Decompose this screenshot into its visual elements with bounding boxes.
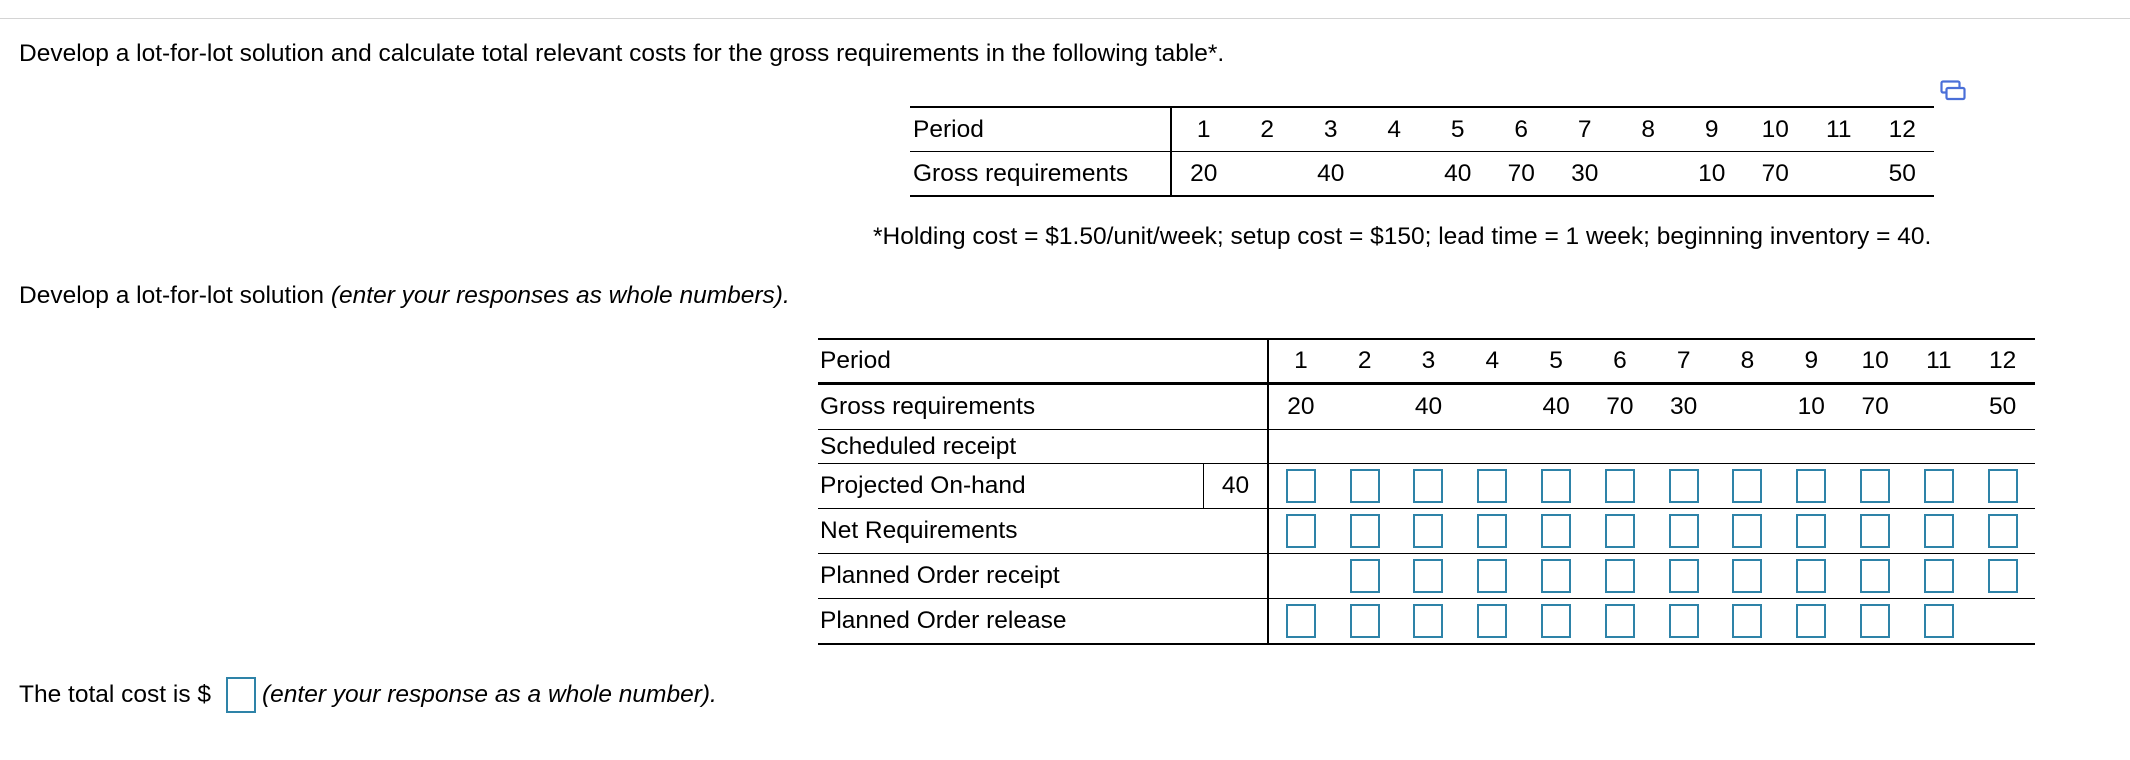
given-period: 11 (1807, 107, 1871, 152)
total-cost-instruction (262, 681, 717, 709)
onhand-input[interactable] (1924, 469, 1954, 503)
ans-onhand-label: Projected On-hand (818, 464, 1204, 509)
given-period: 4 (1363, 107, 1427, 152)
onhand-input[interactable] (1541, 469, 1571, 503)
given-gross-value: 40 (1299, 152, 1363, 197)
onhand-input[interactable] (1732, 469, 1762, 503)
given-gross-value (1363, 152, 1427, 197)
onhand-input[interactable] (1477, 469, 1507, 503)
receipt-input[interactable] (1988, 559, 2018, 593)
receipt-input[interactable] (1350, 559, 1380, 593)
ans-gross-value (1907, 384, 1971, 430)
ans-release-label: Planned Order release (818, 599, 1204, 645)
given-gross-value: 20 (1171, 152, 1236, 197)
receipt-input[interactable] (1605, 559, 1635, 593)
ans-period: 6 (1588, 339, 1652, 384)
intro-text: Develop a lot-for-lot solution and calculate total relevant costs for the gross requirements in the following table*. (19, 40, 1225, 67)
ans-gross-label: Gross requirements (818, 384, 1204, 430)
release-input[interactable] (1541, 604, 1571, 638)
ans-gross-value: 70 (1843, 384, 1907, 430)
ans-gross-value (1716, 384, 1780, 430)
ans-gross-value: 30 (1652, 384, 1716, 430)
ans-gross-value: 70 (1588, 384, 1652, 430)
given-requirements-table (910, 106, 1934, 197)
onhand-input[interactable] (1669, 469, 1699, 503)
given-period: 1 (1171, 107, 1236, 152)
release-input[interactable] (1477, 604, 1507, 638)
onhand-input[interactable] (1286, 469, 1316, 503)
given-gross-value: 40 (1426, 152, 1490, 197)
ans-period: 2 (1333, 339, 1397, 384)
release-input[interactable] (1350, 604, 1380, 638)
net-req-input[interactable] (1413, 514, 1443, 548)
given-period-label: Period (910, 107, 1171, 152)
given-gross-value: 30 (1553, 152, 1617, 197)
given-gross-value: 70 (1490, 152, 1554, 197)
net-req-input[interactable] (1350, 514, 1380, 548)
net-req-input[interactable] (1286, 514, 1316, 548)
release-input[interactable] (1732, 604, 1762, 638)
given-gross-value: 50 (1871, 152, 1935, 197)
release-input[interactable] (1924, 604, 1954, 638)
net-req-input[interactable] (1924, 514, 1954, 548)
given-gross-value: 10 (1680, 152, 1744, 197)
total-cost-italic: (enter your response as a whole number). (262, 681, 717, 708)
receipt-input[interactable] (1796, 559, 1826, 593)
given-period: 8 (1617, 107, 1681, 152)
instruction-main: Develop a lot-for-lot solution (19, 282, 331, 309)
onhand-input[interactable] (1988, 469, 2018, 503)
given-period: 9 (1680, 107, 1744, 152)
instruction-italic: (enter your responses as whole numbers). (330, 282, 790, 309)
ans-period: 4 (1460, 339, 1524, 384)
ans-gross-value: 20 (1268, 384, 1333, 430)
onhand-input[interactable] (1605, 469, 1635, 503)
total-cost-prefix: The total cost is $ (19, 681, 212, 708)
given-gross-value (1236, 152, 1300, 197)
ans-period: 8 (1716, 339, 1780, 384)
given-gross-value: 70 (1744, 152, 1808, 197)
receipt-input[interactable] (1860, 559, 1890, 593)
footnote: *Holding cost = $1.50/unit/week; setup cost = $150; lead time = 1 week; beginning inventory = 40. (873, 223, 1932, 250)
given-gross-label: Gross requirements (910, 152, 1171, 197)
ans-period: 11 (1907, 339, 1971, 384)
ans-gross-value (1460, 384, 1524, 430)
release-input[interactable] (1669, 604, 1699, 638)
ans-period: 12 (1971, 339, 2035, 384)
given-period: 6 (1490, 107, 1554, 152)
instruction-text (19, 282, 790, 310)
ans-period: 1 (1268, 339, 1333, 384)
top-divider (0, 18, 2130, 19)
copy-icon[interactable] (1940, 80, 1966, 102)
onhand-input[interactable] (1860, 469, 1890, 503)
lot-for-lot-table (818, 338, 2035, 645)
ans-period-label: Period (818, 339, 1204, 384)
net-req-input[interactable] (1988, 514, 2018, 548)
net-req-input[interactable] (1732, 514, 1762, 548)
receipt-input[interactable] (1669, 559, 1699, 593)
ans-gross-value: 40 (1397, 384, 1461, 430)
net-req-input[interactable] (1860, 514, 1890, 548)
given-period: 10 (1744, 107, 1808, 152)
ans-period: 3 (1397, 339, 1461, 384)
ans-gross-value: 50 (1971, 384, 2035, 430)
ans-scheduled-label: Scheduled receipt (818, 430, 1204, 464)
onhand-input[interactable] (1413, 469, 1443, 503)
ans-gross-value (1333, 384, 1397, 430)
given-period: 2 (1236, 107, 1300, 152)
ans-period: 9 (1779, 339, 1843, 384)
net-req-input[interactable] (1541, 514, 1571, 548)
onhand-initial: 40 (1204, 464, 1269, 509)
receipt-input[interactable] (1477, 559, 1507, 593)
ans-period: 7 (1652, 339, 1716, 384)
ans-receipt-label: Planned Order receipt (818, 554, 1204, 599)
release-input[interactable] (1860, 604, 1890, 638)
given-period: 12 (1871, 107, 1935, 152)
ans-gross-value: 40 (1524, 384, 1588, 430)
ans-gross-value: 10 (1779, 384, 1843, 430)
onhand-input[interactable] (1350, 469, 1380, 503)
net-req-input[interactable] (1605, 514, 1635, 548)
release-input[interactable] (1605, 604, 1635, 638)
ans-net-label: Net Requirements (818, 509, 1204, 554)
net-req-input[interactable] (1669, 514, 1699, 548)
receipt-input[interactable] (1413, 559, 1443, 593)
given-gross-value (1807, 152, 1871, 197)
given-period: 7 (1553, 107, 1617, 152)
net-req-input[interactable] (1477, 514, 1507, 548)
given-period: 5 (1426, 107, 1490, 152)
given-gross-value (1617, 152, 1681, 197)
receipt-input[interactable] (1924, 559, 1954, 593)
ans-period: 10 (1843, 339, 1907, 384)
total-cost-input[interactable] (226, 677, 256, 713)
onhand-input[interactable] (1796, 469, 1826, 503)
given-period: 3 (1299, 107, 1363, 152)
release-input[interactable] (1413, 604, 1443, 638)
release-input[interactable] (1796, 604, 1826, 638)
ans-period: 5 (1524, 339, 1588, 384)
receipt-input[interactable] (1732, 559, 1762, 593)
receipt-input[interactable] (1541, 559, 1571, 593)
release-input[interactable] (1286, 604, 1316, 638)
net-req-input[interactable] (1796, 514, 1826, 548)
